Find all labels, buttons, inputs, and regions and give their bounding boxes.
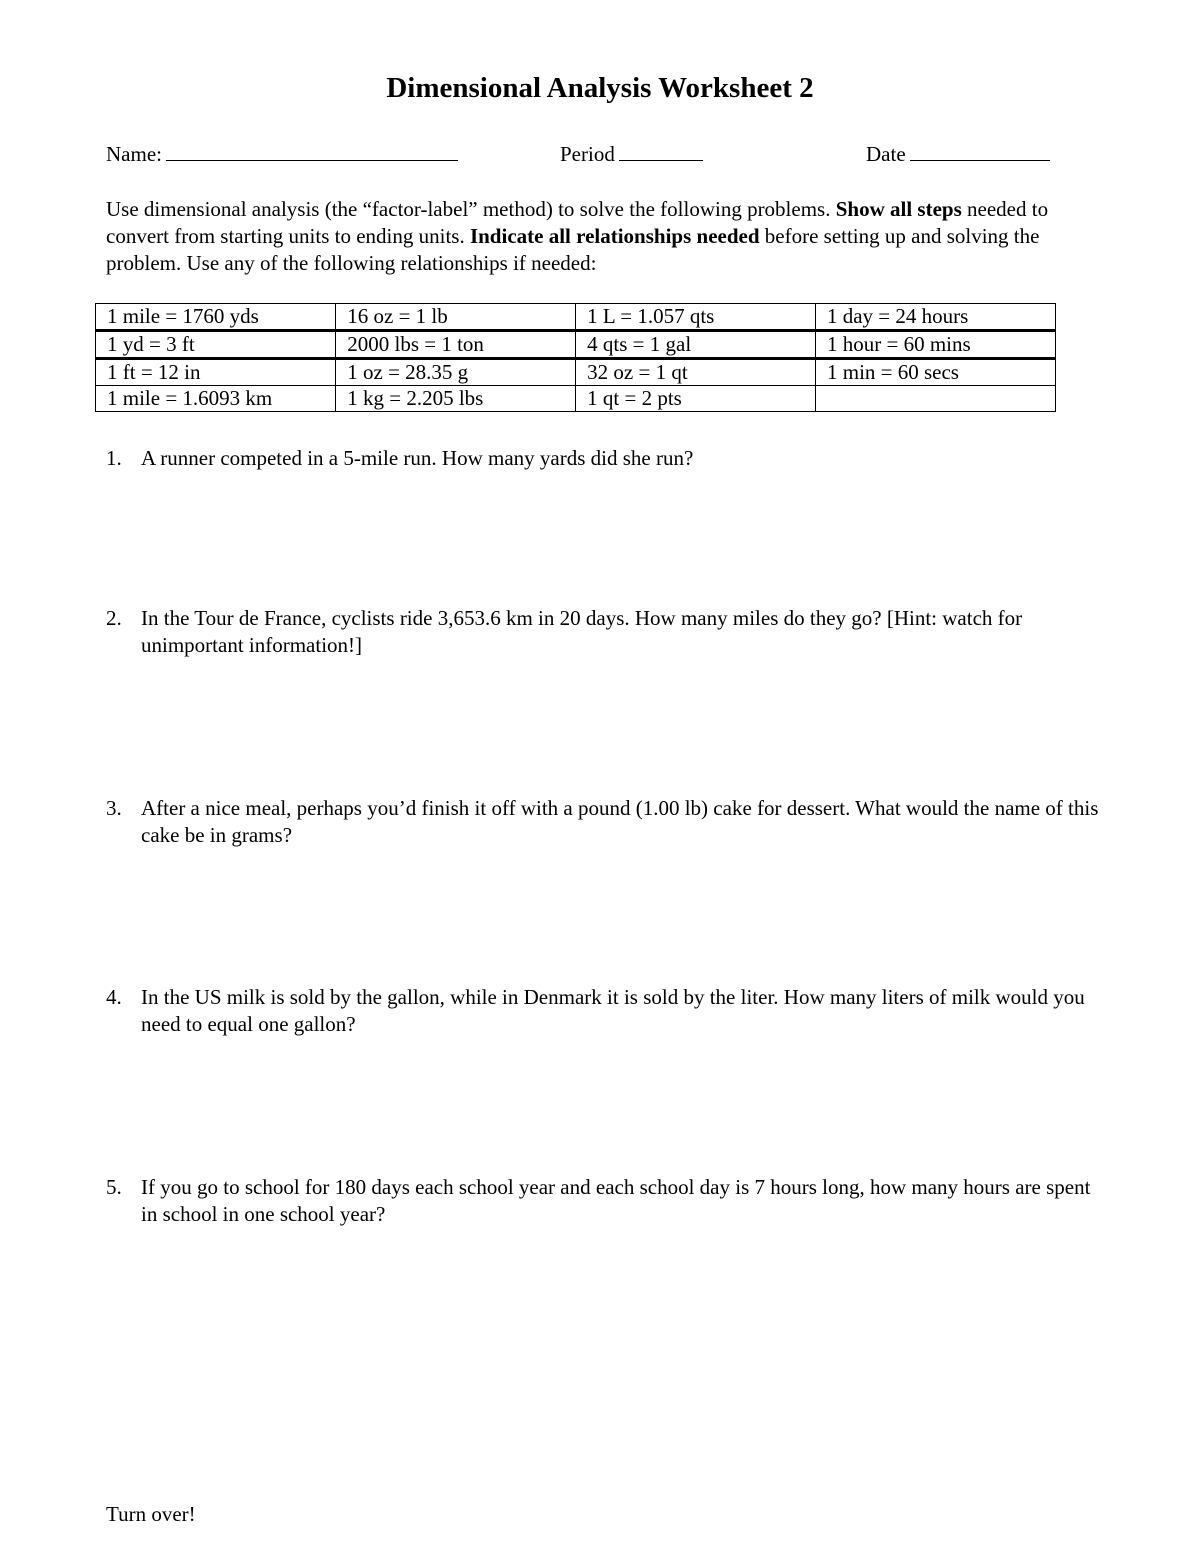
table-cell: 1 qt = 2 pts — [576, 386, 816, 412]
question-4 — [106, 984, 1106, 1038]
page-title: Dimensional Analysis Worksheet 2 — [386, 72, 814, 104]
date-label: Date — [866, 142, 906, 166]
relationships-table — [95, 303, 1056, 412]
question-1 — [106, 445, 1106, 472]
table-row — [96, 304, 1056, 331]
question-number: 1. — [106, 446, 122, 470]
question-number: 3. — [106, 796, 122, 820]
instructions-bold-show-all-steps: Show all steps — [835, 197, 962, 221]
table-row — [96, 331, 1056, 359]
question-number: 2. — [106, 606, 122, 630]
question-text: If you go to school for 180 days each school year and each school day is 7 hours long, how many hours are spent in school in one school year? — [141, 1175, 1091, 1226]
question-5 — [106, 1174, 1106, 1228]
table-cell: 16 oz = 1 lb — [336, 304, 576, 331]
table-cell — [815, 386, 1055, 412]
table-cell: 32 oz = 1 qt — [576, 359, 816, 386]
period-label: Period — [560, 142, 615, 166]
table-cell: 1 oz = 28.35 g — [336, 359, 576, 386]
question-3 — [106, 795, 1106, 849]
question-text: In the US milk is sold by the gallon, while in Denmark it is sold by the liter. How many liters of milk would you need to equal one gallon? — [141, 985, 1085, 1036]
instructions — [106, 196, 1096, 277]
date-field — [866, 140, 1050, 167]
table-row — [96, 359, 1056, 386]
table-cell: 1 kg = 2.205 lbs — [336, 386, 576, 412]
instructions-text-1: Use dimensional analysis (the “factor-label” method) to solve the following problems. — [106, 197, 836, 221]
question-text: A runner competed in a 5-mile run. How many yards did she run? — [141, 446, 694, 470]
table-cell: 2000 lbs = 1 ton — [336, 331, 576, 359]
table-cell: 4 qts = 1 gal — [576, 331, 816, 359]
question-number: 5. — [106, 1175, 122, 1199]
instructions-text-2: needed to convert from starting units to ending units. — [106, 197, 1049, 248]
period-blank[interactable] — [619, 140, 703, 161]
name-field — [106, 140, 458, 167]
table-row — [96, 386, 1056, 412]
instructions-text-3: before setting up and solving the problem. Use any of the following relationships if needed: — [106, 224, 1040, 275]
period-field — [560, 140, 703, 167]
table-cell: 1 mile = 1.6093 km — [96, 386, 336, 412]
instructions-bold-indicate-relationships: Indicate all relationships needed — [469, 224, 760, 248]
name-label: Name: — [106, 142, 162, 166]
table-cell: 1 min = 60 secs — [815, 359, 1055, 386]
date-blank[interactable] — [910, 140, 1050, 161]
question-number: 4. — [106, 985, 122, 1009]
table-cell: 1 hour = 60 mins — [815, 331, 1055, 359]
table-cell: 1 yd = 3 ft — [96, 331, 336, 359]
table-cell: 1 L = 1.057 qts — [576, 304, 816, 331]
table-cell: 1 ft = 12 in — [96, 359, 336, 386]
table-cell: 1 mile = 1760 yds — [96, 304, 336, 331]
question-text: After a nice meal, perhaps you’d finish it off with a pound (1.00 lb) cake for dessert. What would the name of this cake be in grams? — [141, 796, 1099, 847]
question-text: In the Tour de France, cyclists ride 3,653.6 km in 20 days. How many miles do they go? [Hint: watch for unimportant information!] — [141, 606, 1023, 657]
turn-over-note: Turn over! — [106, 1502, 196, 1526]
table-cell: 1 day = 24 hours — [815, 304, 1055, 331]
name-blank[interactable] — [166, 140, 458, 161]
question-2 — [106, 605, 1106, 659]
